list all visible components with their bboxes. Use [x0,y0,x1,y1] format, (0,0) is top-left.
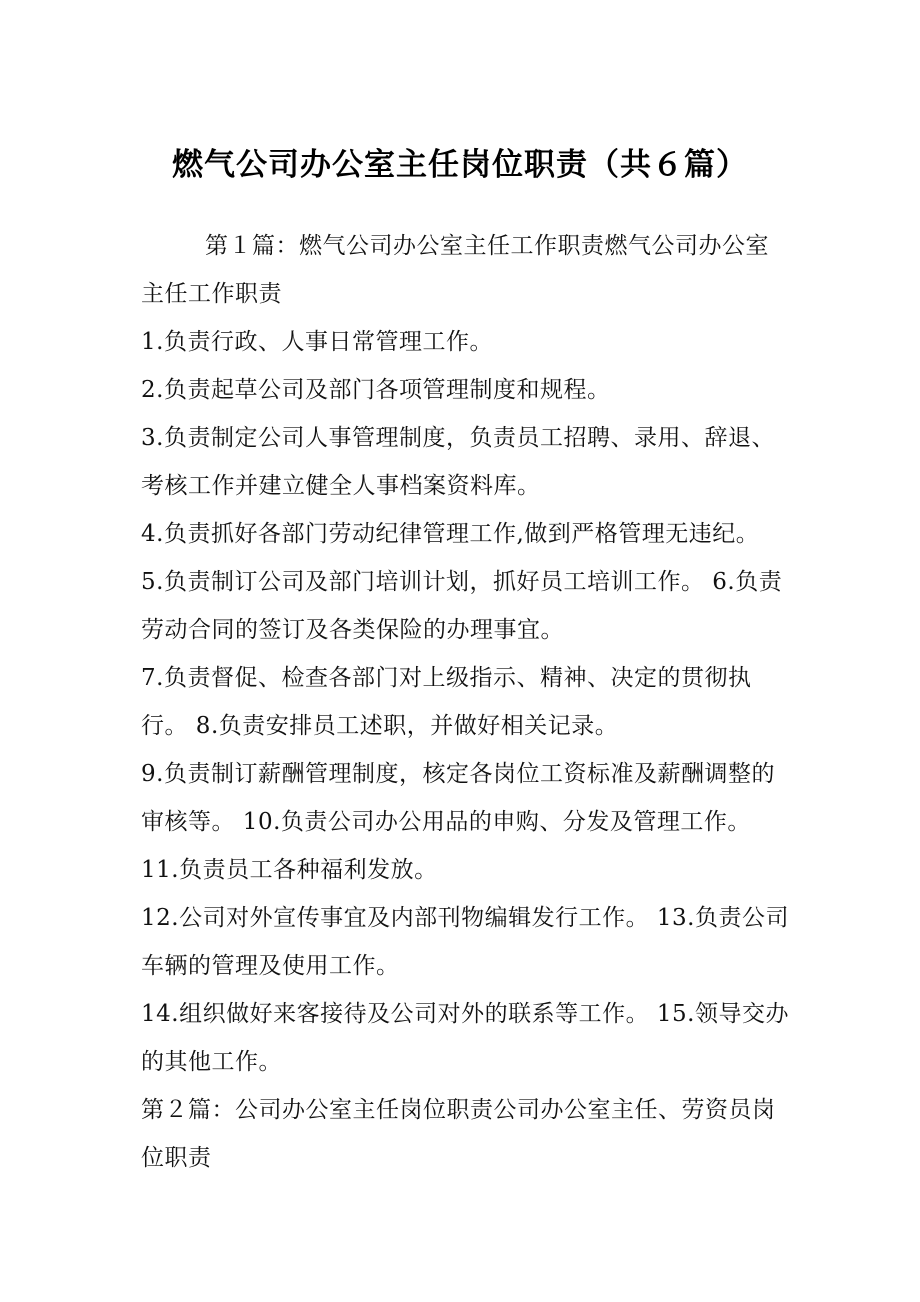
duty-item-14-15: 14.组织做好来客接待及公司对外的联系等工作。 15.领导交办的其他工作。 [141,1001,789,1075]
document-title: 燃气公司办公室主任岗位职责（共６篇） [172,147,748,183]
section-heading-2: 第２篇：公司办公室主任岗位职责公司办公室主任、劳资员岗位职责 [141,1097,776,1171]
duty-item-11: 11.负责员工各种福利发放。 [141,857,438,883]
duty-item-3: 3.负责制定公司人事管理制度，负责员工招聘、录用、辞退、考核工作并建立健全人事档案资料库。 [141,425,775,499]
duty-item-7-8: 7.负责督促、检查各部门对上级指示、精神、决定的贯彻执行。 8.负责安排员工述职，并做好相关记录。 [141,665,752,739]
duty-item-9-10: 9.负责制订薪酬管理制度，核定各岗位工资标准及薪酬调整的审核等。 10.负责公司办公用品的申购、分发及管理工作。 [141,761,775,835]
duty-item-5-6: 5.负责制订公司及部门培训计划，抓好员工培训工作。 6.负责劳动合同的签订及各类保险的办理事宜。 [141,569,783,643]
document-body [141,222,789,1182]
duty-item-4: 4.负责抓好各部门劳动纪律管理工作,做到严格管理无违纪。 [141,521,760,547]
section-heading-1: 第１篇：燃气公司办公室主任工作职责燃气公司办公室主任工作职责 [141,233,769,307]
duty-item-2: 2.负责起草公司及部门各项管理制度和规程。 [141,377,611,403]
duty-item-1: 1.负责行政、人事日常管理工作。 [141,329,493,355]
duty-item-12-13: 12.公司对外宣传事宜及内部刊物编辑发行工作。 13.负责公司车辆的管理及使用工作。 [141,905,789,979]
